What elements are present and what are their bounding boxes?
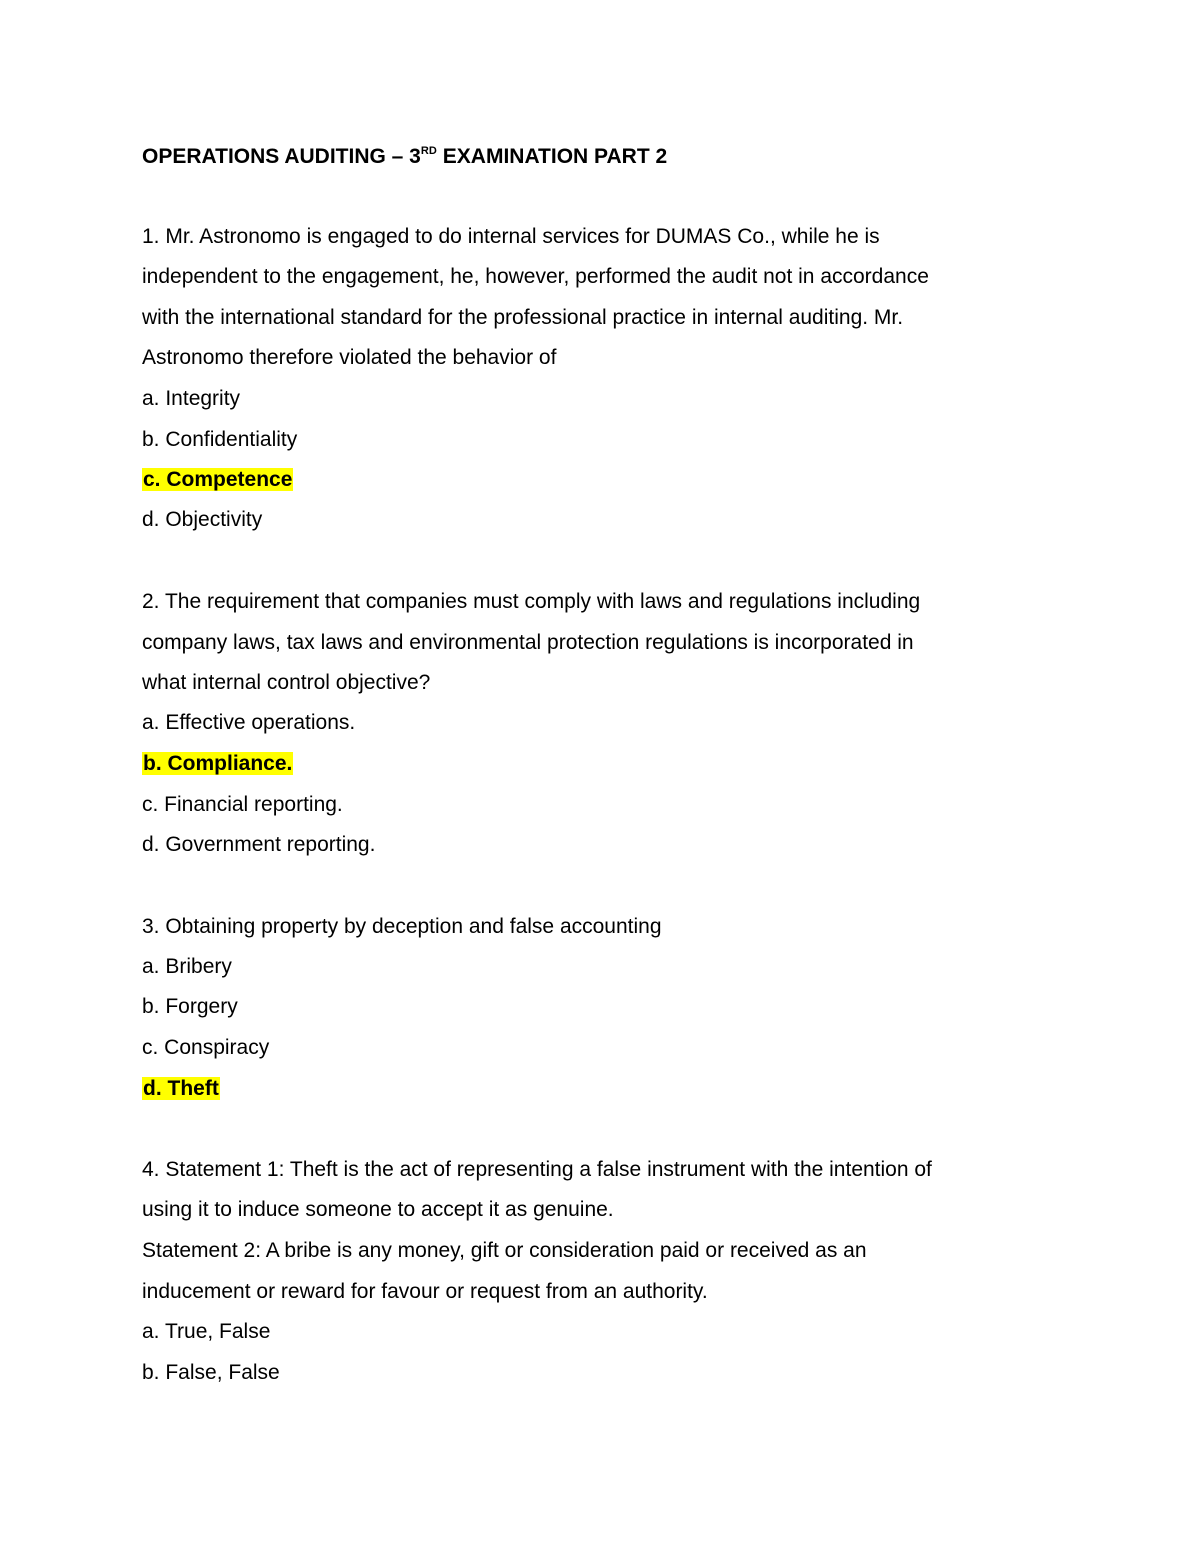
q3-option-d-answer (142, 1072, 220, 1106)
q4-line-1: 4. Statement 1: Theft is the act of representing a false instrument with the intention of (142, 1158, 932, 1181)
q1-option-a: a. Integrity (142, 387, 241, 410)
q3-option-b: b. Forgery (142, 995, 238, 1018)
document-title (142, 140, 667, 177)
q1-line-4: Astronomo therefore violated the behavior of (142, 346, 557, 369)
q4-line-2: using it to induce someone to accept it as genuine. (142, 1198, 614, 1221)
q4-option-b: b. False, False (142, 1361, 280, 1384)
q1-line-1: 1. Mr. Astronomo is engaged to do internal services for DUMAS Co., while he is (142, 225, 880, 248)
q3-option-a: a. Bribery (142, 955, 232, 978)
q2-option-a: a. Effective operations. (142, 711, 356, 734)
q2-line-3: what internal control objective? (142, 671, 431, 694)
q1-option-b: b. Confidentiality (142, 428, 298, 451)
q1-line-2: independent to the engagement, he, however, performed the audit not in accordance (142, 265, 929, 288)
title-prefix: OPERATIONS AUDITING – 3 (142, 145, 421, 168)
q1-option-d: d. Objectivity (142, 508, 263, 531)
q2-option-c: c. Financial reporting. (142, 793, 343, 816)
q1-line-3: with the international standard for the professional practice in internal auditing. Mr. (142, 306, 904, 329)
q3-line-1: 3. Obtaining property by deception and false accounting (142, 915, 662, 938)
q2-option-b-answer (142, 747, 293, 781)
answer-highlight: c. Competence (143, 468, 293, 491)
q2-line-2: company laws, tax laws and environmental protection regulations is incorporated in (142, 631, 914, 654)
q2-option-d: d. Government reporting. (142, 833, 376, 856)
title-superscript: RD (420, 145, 437, 157)
title-suffix: EXAMINATION PART 2 (442, 145, 668, 168)
q1-option-c-answer (142, 463, 293, 497)
q4-option-a: a. True, False (142, 1320, 271, 1343)
q4-line-4: inducement or reward for favour or request from an authority. (142, 1280, 708, 1303)
answer-highlight: b. Compliance. (143, 752, 293, 775)
q3-option-c: c. Conspiracy (142, 1036, 270, 1059)
answer-highlight: d. Theft (143, 1077, 219, 1100)
q4-line-3: Statement 2: A bribe is any money, gift or consideration paid or received as an (142, 1239, 867, 1262)
q2-line-1: 2. The requirement that companies must comply with laws and regulations including (142, 590, 921, 613)
